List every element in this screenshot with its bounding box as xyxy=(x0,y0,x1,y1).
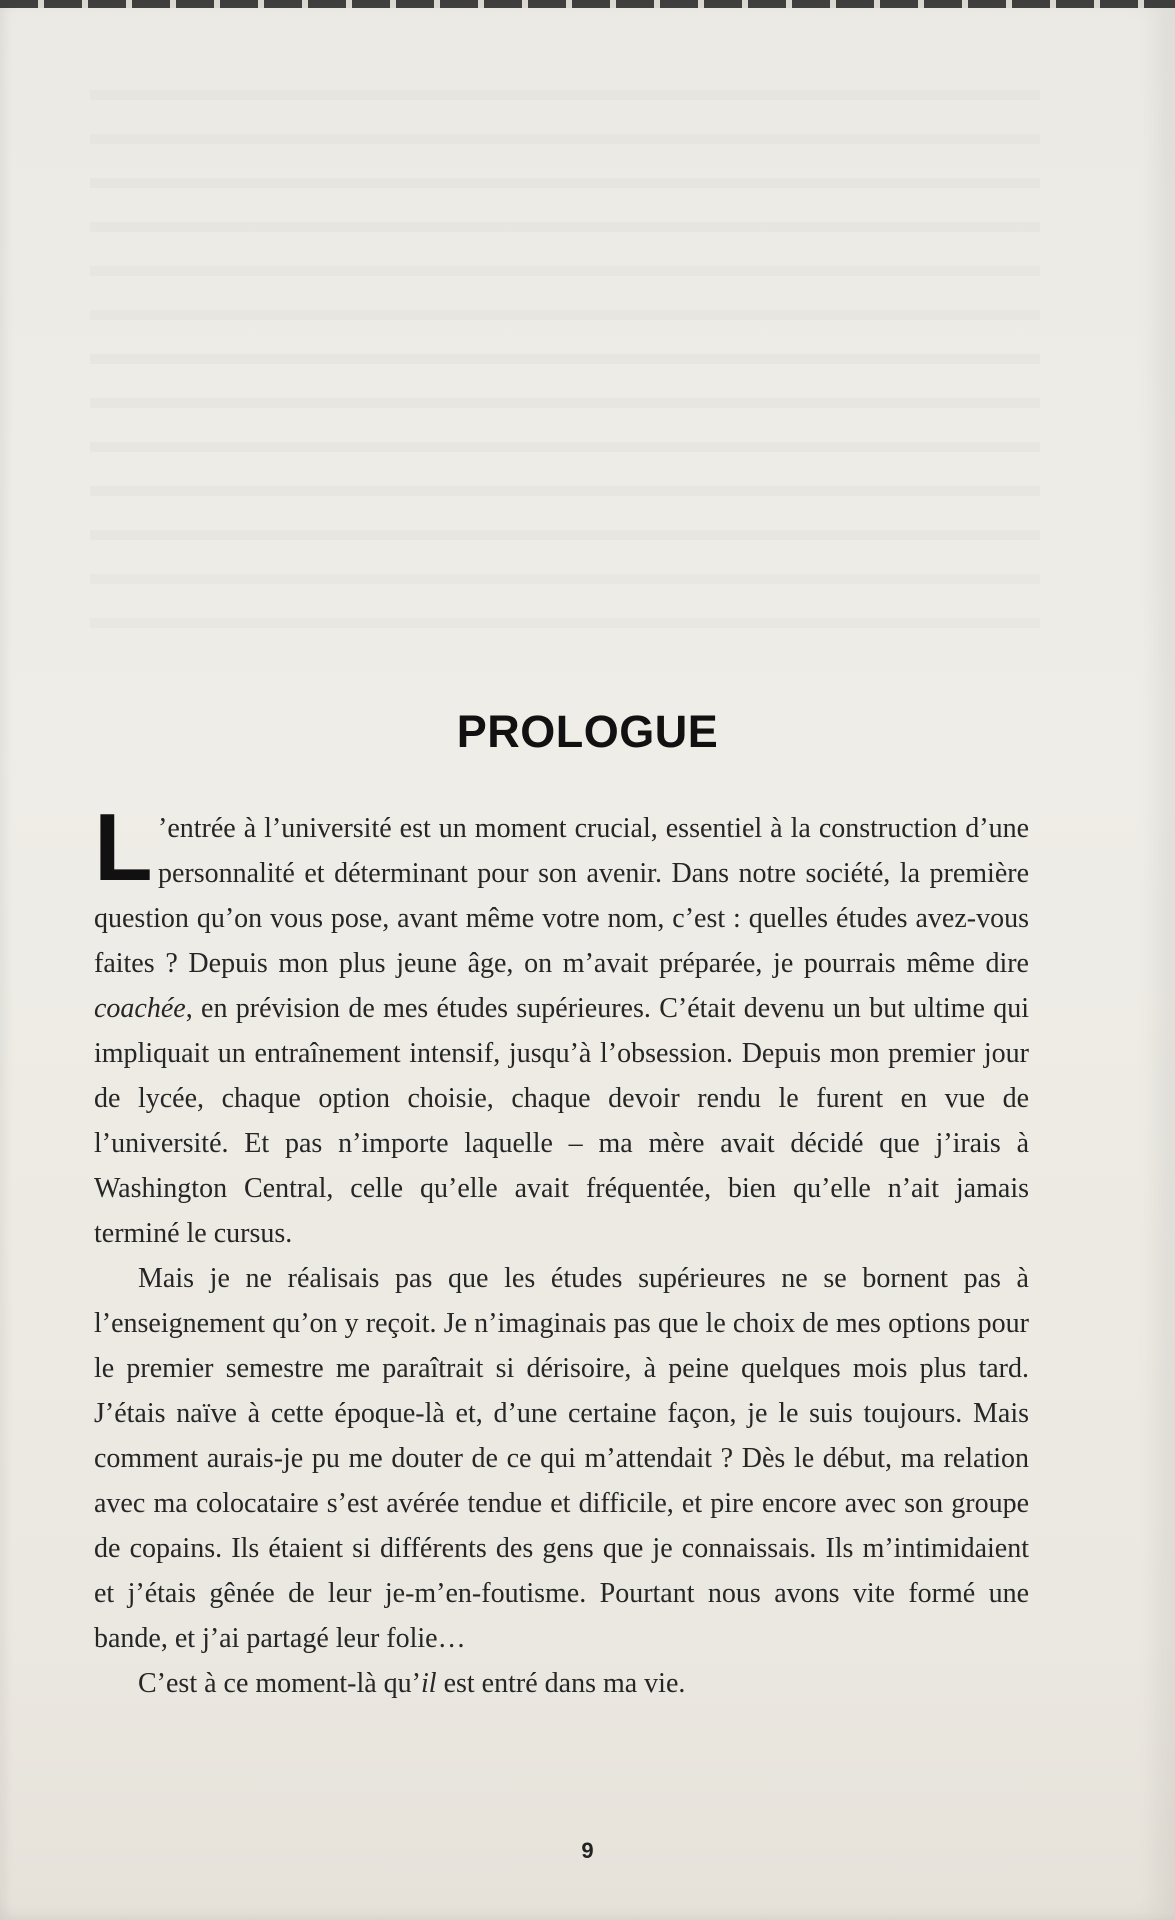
paragraph-3-text: C’est à ce moment-là qu’ xyxy=(138,1668,422,1699)
paragraph-1-italic-word: coachée xyxy=(94,993,186,1024)
body-text xyxy=(94,794,1029,1706)
paragraph-3 xyxy=(94,1661,1029,1706)
page-top-edge xyxy=(0,0,1175,8)
paragraph-1-text: ’entrée à l’université est un moment crucial, essentiel à la construction d’une personnalité et déterminant pour son avenir. Dans notre société, la première question qu’on vous pose, avant même votre nom, c’est : quelles études avez-vous faites ? Depuis mon plus jeune âge, on m’avait préparée, je pourrais même dire xyxy=(94,813,1029,979)
page-number: 9 xyxy=(581,1838,594,1863)
paragraph-1 xyxy=(94,794,1029,1256)
chapter-title: PROLOGUE xyxy=(456,706,719,757)
paragraph-3-text-end: est entré dans ma vie. xyxy=(436,1668,686,1699)
paragraph-1-text-rest: , en prévision de mes études supérieures. C’était devenu un but ultime qui impliquait un entraînement intensif, jusqu’à l’obsession. Depuis mon premier jour de lycée, chaque option choisie, chaque devoir rendu le furent en vue de l’université. Et pas n’importe laquelle – ma mère avait décidé que j’irais à Washington Central, celle qu’elle avait fréquentée, bien qu’elle n’ait jamais terminé le cursus. xyxy=(94,993,1029,1249)
paragraph-3-italic-word: il xyxy=(421,1668,437,1699)
show-through-texture xyxy=(90,60,1040,660)
drop-cap: L xyxy=(94,794,153,901)
drop-cap-box xyxy=(94,794,156,901)
paragraph-2: Mais je ne réalisais pas que les études supérieures ne se bornent pas à l’enseignement qu’on y reçoit. Je n’imaginais pas que le choix de mes options pour le premier semestre me paraîtrait si dérisoire, à peine quelques mois plus tard. J’étais naïve à cette époque-là et, d’une certaine façon, je le suis toujours. Mais comment aurais-je pu me douter de ce qui m’attendait ? Dès le début, ma relation avec ma colocataire s’est avérée tendue et difficile, et pire encore avec son groupe de copains. Ils étaient si différents des gens que je connaissais. Ils m’intimidaient et j’étais gênée de leur je-m’en-foutisme. Pourtant nous avons vite formé une bande, et j’ai partagé leur folie… xyxy=(94,1263,1029,1654)
